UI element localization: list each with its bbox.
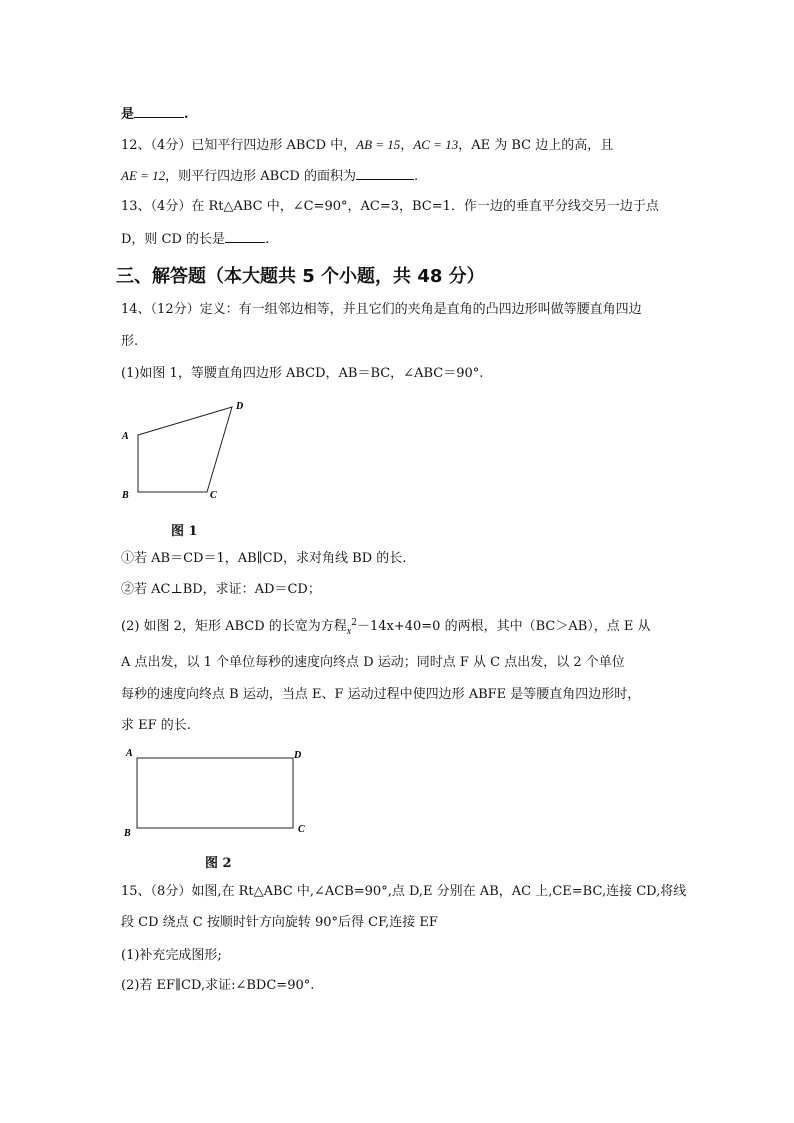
q14-part2-line-2: A 点出发，以 1 个单位每秒的速度向终点 D 运动；同时点 F 从 C 点出发，以 2 个单位 <box>121 655 625 670</box>
figure-1-label-d: D <box>236 401 244 412</box>
q14-part2-line-4: 求 EF 的长. <box>121 718 191 733</box>
q14-part2-line-3: 每秒的速度向终点 B 运动，当点 E、F 运动过程中使四边形 ABFE 是等腰直角四边形时， <box>121 687 641 702</box>
q13-line-2 <box>121 230 269 248</box>
figure-2-label-b: B <box>124 828 131 839</box>
figure-1-quadrilateral <box>138 407 232 492</box>
figure-2-label-a: A <box>126 748 133 759</box>
q15-line-1: 15、（8分）如图,在 Rt△ABC 中,∠ACB=90°,点 D,E 分别在 AB，AC 上,CE=BC,连接 CD,将线 <box>121 884 687 899</box>
q12-stem-2: ，AE 为 BC 边上的高，且 <box>458 138 614 153</box>
q15-line-2: 段 CD 绕点 C 按顺时针方向旋转 90°后得 CF,连接 EF <box>121 915 438 930</box>
q15-sub-2: (2)若 EF∥CD,求证:∠BDC=90°. <box>121 978 315 993</box>
q14-part2-line-1 <box>121 615 651 640</box>
q12-answer-blank[interactable] <box>356 167 414 180</box>
q12-end: . <box>413 169 419 184</box>
q14-part1: (1)如图 1，等腰直角四边形 ABCD，AB＝BC，∠ABC＝90°. <box>121 366 484 381</box>
figure-1-label-a: A <box>122 431 129 442</box>
q14-line-1: 14、（12分）定义：有一组邻边相等，并且它们的夹角是直角的凸四边形叫做等腰直角四边 <box>121 302 642 317</box>
q12-stem-3: ，则平行四边形 ABCD 的面积为 <box>165 169 356 184</box>
q14-part2-x: x <box>346 626 352 637</box>
figure-2-label-c: C <box>298 824 305 835</box>
section-heading: 三、解答题（本大题共 5 个小题，共 48 分） <box>116 266 485 287</box>
q14-part2-stem-a: (2) 如图 2，矩形 ABCD 的长宽为方程 <box>121 619 347 634</box>
q13-line-1: 13、（4分）在 Rt△ABC 中，∠C=90°，AC=3，BC=1．作一边的垂直平分线交另一边于点 <box>121 199 659 214</box>
q13-end: . <box>265 232 270 247</box>
q11-answer-blank[interactable] <box>134 105 184 118</box>
q14-part2-square: 2 <box>351 618 357 628</box>
q14-part2-stem-b: －14x+40=0 的两根，其中（BC＞AB），点 E 从 <box>356 619 651 634</box>
q12-ab: AB = 15 <box>356 137 401 152</box>
q14-item-1: ①若 AB＝CD＝1，AB∥CD，求对角线 BD 的长. <box>121 551 407 566</box>
q12-ac: AC = 13 <box>413 137 459 152</box>
q12-line-1 <box>121 137 613 154</box>
q15-sub-1: (1)补充完成图形; <box>121 948 222 963</box>
figure-2 <box>118 745 318 840</box>
figure-1-label-c: C <box>210 490 217 501</box>
q13-answer-blank[interactable] <box>225 230 265 243</box>
q11-text: 是 <box>121 107 135 122</box>
q11-line <box>121 105 189 123</box>
q14-item-2: ②若 AC⊥BD，求证：AD＝CD； <box>121 582 321 597</box>
q13-stem: D，则 CD 的长是 <box>121 232 226 247</box>
q14-line-2: 形. <box>121 334 139 349</box>
figure-1-caption: 图 1 <box>171 524 198 539</box>
figure-2-label-d: D <box>294 750 302 761</box>
figure-1-label-b: B <box>122 490 129 501</box>
q12-stem-1: 12、（4分）已知平行四边形 ABCD 中， <box>121 138 357 153</box>
figure-1 <box>110 395 260 510</box>
figure-2-rectangle <box>137 758 293 828</box>
q12-line-2 <box>121 167 418 185</box>
figure-2-caption: 图 2 <box>205 856 232 871</box>
q11-end: . <box>184 107 189 122</box>
q12-ae: AE = 12 <box>121 168 166 183</box>
q12-sep: ， <box>400 138 414 153</box>
